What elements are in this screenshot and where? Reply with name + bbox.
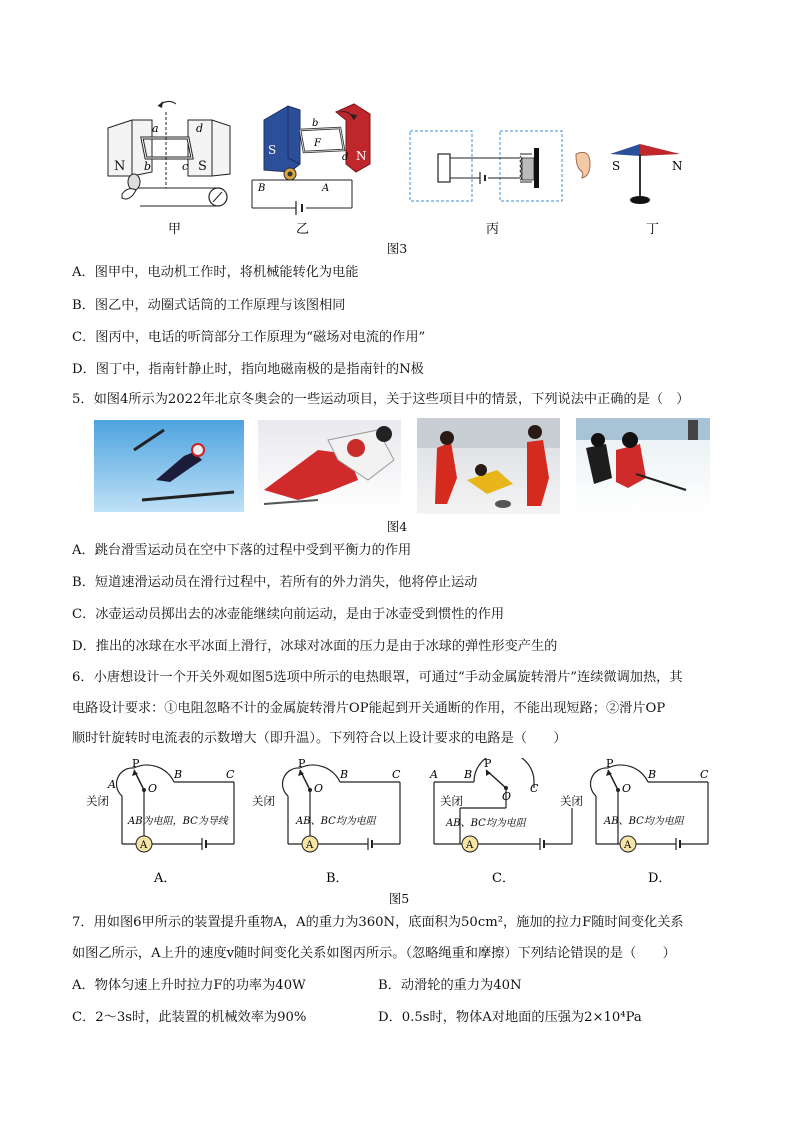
circuit-note: AB、BC均为电阻 bbox=[446, 818, 526, 829]
generator-b-label: b bbox=[312, 118, 319, 129]
q5-stem: 5．如图4所示为2022年北京冬奥会的一些运动项目，关于这些项目中的情景，下列说法中正确的是（ ） bbox=[72, 392, 690, 407]
q6-stem-line-3: 顺时针旋转时电流表的示数增大（即升温）。下列符合以上设计要求的电路是（ ） bbox=[72, 731, 567, 746]
ammeter-label: A bbox=[466, 840, 474, 851]
node-p-label: P bbox=[298, 758, 306, 770]
sub-label-jia: 甲 bbox=[168, 222, 182, 237]
ammeter-label: A bbox=[624, 840, 632, 851]
sub-label-bing: 丙 bbox=[486, 222, 500, 237]
q7-option-c: C．2～3s时，此装置的机械效率为90% bbox=[72, 1010, 307, 1025]
node-b-label: B bbox=[648, 768, 657, 781]
node-a-label: A bbox=[430, 768, 438, 781]
ski-jump-photo bbox=[94, 420, 244, 512]
q5-option-d: D．推出的冰球在水平冰面上滑行，冰球对冰面的压力是由于冰球的弹性形变产生的 bbox=[72, 639, 558, 654]
option-letter: A． bbox=[154, 871, 177, 886]
sub-label-yi: 乙 bbox=[296, 222, 310, 237]
telephone-diagram bbox=[410, 131, 590, 201]
generator-n-label: N bbox=[356, 149, 367, 163]
option-letter: D． bbox=[648, 871, 672, 886]
closed-label: 关闭 bbox=[86, 794, 109, 808]
ice-hockey-photo bbox=[576, 418, 710, 514]
node-b-label: B bbox=[340, 768, 349, 781]
q7-option-b: B．动滑轮的重力为40N bbox=[378, 978, 522, 993]
magnet-s-label: S bbox=[198, 159, 207, 174]
node-c-label: C bbox=[226, 768, 235, 781]
node-c-label: C bbox=[530, 782, 539, 795]
coil-c-label: c bbox=[182, 160, 189, 173]
q4-option-c: C．图丙中，电话的听筒部分工作原理为“磁场对电流的作用” bbox=[72, 330, 426, 345]
q7-option-a: A．物体匀速上升时拉力F的功率为40W bbox=[72, 978, 306, 993]
node-c-label: C bbox=[700, 768, 709, 781]
figure-4-caption: 图4 bbox=[386, 519, 408, 534]
q5-option-b: B．短道速滑运动员在滑行过程中，若所有的外力消失，他将停止运动 bbox=[72, 575, 478, 590]
generator-d-label: d bbox=[342, 152, 349, 163]
figure-3-caption: 图3 bbox=[386, 241, 408, 256]
brush-b-label: B bbox=[258, 183, 266, 194]
circuit-note: AB、BC均为电阻 bbox=[296, 816, 376, 827]
curling-photo bbox=[417, 418, 560, 514]
generator-f-label: F bbox=[314, 138, 321, 149]
closed-label: 关闭 bbox=[252, 794, 275, 808]
node-p-label: P bbox=[132, 758, 140, 770]
node-o-label: O bbox=[148, 782, 158, 795]
node-a-label: A bbox=[108, 778, 116, 791]
brush-a-label: A bbox=[322, 183, 330, 194]
node-o-label: O bbox=[502, 790, 512, 803]
ammeter-label: A bbox=[306, 840, 314, 851]
q6-stem-line-2: 电路设计要求：①电阻忽略不计的金属旋转滑片OP能起到开关通断的作用，不能出现短路；②滑片OP bbox=[72, 701, 666, 716]
q7-stem-line-1: 7．用如图6甲所示的装置提升重物A，A的重力为360N，底面积为50cm²，施加的拉力F随时间变化关系 bbox=[72, 915, 684, 930]
generator-s-label: S bbox=[268, 143, 277, 157]
figure-3-drawing bbox=[100, 98, 720, 243]
q5-option-a: A．跳台滑雪运动员在空中下落的过程中受到平衡力的作用 bbox=[72, 543, 412, 558]
figure-5-caption: 图5 bbox=[388, 891, 410, 906]
node-p-label: P bbox=[484, 758, 492, 770]
node-b-label: B bbox=[464, 768, 473, 781]
closed-label: 关闭 bbox=[560, 794, 583, 808]
node-b-label: B bbox=[174, 768, 183, 781]
motor-diagram bbox=[108, 101, 230, 206]
coil-a-label: a bbox=[152, 122, 159, 135]
q4-option-a: A．图甲中，电动机工作时，将机械能转化为电能 bbox=[72, 265, 359, 280]
coil-d-label: d bbox=[196, 122, 204, 135]
circuit-option-d bbox=[560, 758, 720, 888]
option-letter: C． bbox=[492, 871, 515, 886]
figure-3 bbox=[100, 98, 720, 243]
coil-b-label: b bbox=[144, 160, 152, 173]
q6-stem-line-1: 6．小唐想设计一个开关外观如图5选项中所示的电热眼罩，可通过“手动金属旋转滑片”连续微调加热，其 bbox=[72, 670, 683, 685]
node-c-label: C bbox=[392, 768, 401, 781]
q5-option-c: C．冰壶运动员掷出去的冰壶能继续向前运动，是由于冰壶受到惯性的作用 bbox=[72, 607, 505, 622]
node-p-label: P bbox=[606, 758, 614, 770]
q4-option-b: B．图乙中，动圈式话筒的工作原理与该图相同 bbox=[72, 298, 346, 313]
node-o-label: O bbox=[314, 782, 324, 795]
circuit-note: AB、BC均为电阻 bbox=[604, 816, 684, 827]
closed-label: 关闭 bbox=[440, 794, 463, 808]
compass-diagram bbox=[610, 144, 683, 204]
speed-skating-photo bbox=[258, 420, 401, 512]
circuit-option-b bbox=[252, 758, 412, 888]
q7-option-d: D．0.5s时，物体A对地面的压强为2×10⁴Pa bbox=[378, 1010, 642, 1025]
option-letter: B． bbox=[326, 871, 349, 886]
q4-option-d: D．图丁中，指南针静止时，指向地磁南极的是指南针的N极 bbox=[72, 362, 424, 377]
sub-label-ding: 丁 bbox=[646, 222, 660, 237]
node-o-label: O bbox=[622, 782, 632, 795]
magnet-n-label: N bbox=[114, 159, 126, 174]
generator-diagram bbox=[252, 104, 370, 215]
q7-stem-line-2: 如图乙所示，A上升的速度v随时间变化关系如图丙所示。（忽略绳重和摩擦）下列结论错误的是（ ） bbox=[72, 946, 676, 961]
circuit-note: AB为电阻，BC为导线 bbox=[128, 816, 228, 827]
compass-n-label: N bbox=[672, 159, 683, 173]
circuit-option-a bbox=[86, 758, 246, 888]
compass-s-label: S bbox=[612, 159, 621, 173]
ammeter-label: A bbox=[140, 840, 148, 851]
